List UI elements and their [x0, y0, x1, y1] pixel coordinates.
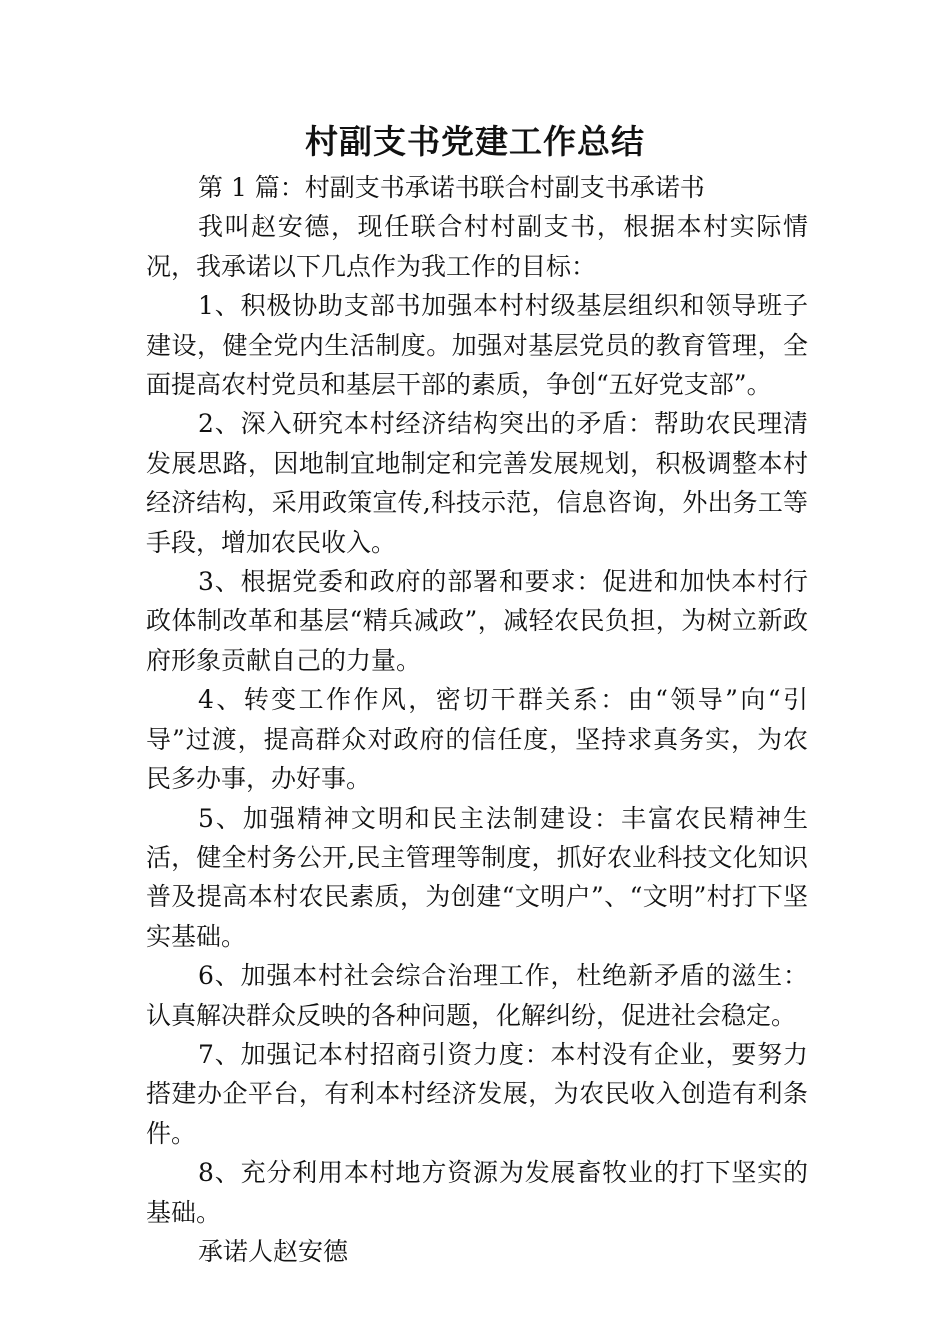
document-paragraph: 1、积极协助支部书加强本村村级基层组织和领导班子建设，健全党内生活制度。加强对基层党员的教育管理，全面提高农村党员和基层干部的素质，争创“五好党支部”。	[146, 291, 808, 400]
document-body	[146, 168, 808, 1271]
document-paragraph: 5、加强精神文明和民主法制建设：丰富农民精神生活，健全村务公开,民主管理等制度，抓好农业科技文化知识普及提高本村农民素质，为创建“文明户”、“文明”村打下坚实基础。	[146, 803, 808, 951]
document-signature: 承诺人赵安德	[198, 1236, 349, 1266]
document-paragraph: 我叫赵安德，现任联合村村副支书，根据本村实际情况，我承诺以下几点作为我工作的目标：	[146, 212, 808, 281]
document-title: 村副支书党建工作总结	[305, 122, 645, 161]
document-paragraph: 4、转变工作作风，密切干群关系：由“领导”向“引导”过渡，提高群众对政府的信任度，坚持求真务实，为农民多办事，办好事。	[146, 685, 808, 794]
document-paragraph: 第 1 篇：村副支书承诺书联合村副支书承诺书	[198, 173, 705, 202]
document-paragraph: 7、加强记本村招商引资力度：本村没有企业，要努力搭建办企平台，有利本村经济发展，为农民收入创造有利条件。	[146, 1039, 808, 1148]
document-paragraph: 8、充分利用本村地方资源为发展畜牧业的打下坚实的基础。	[146, 1158, 808, 1227]
document-paragraph: 6、加强本村社会综合治理工作，杜绝新矛盾的滋生：认真解决群众反映的各种问题，化解纠纷，促进社会稳定。	[146, 961, 808, 1030]
document-paragraph: 2、深入研究本村经济结构突出的矛盾：帮助农民理清发展思路，因地制宜地制定和完善发展规划，积极调整本村经济结构，采用政策宣传,科技示范，信息咨询，外出务工等手段，增加农民收入。	[146, 409, 808, 557]
document-paragraph: 3、根据党委和政府的部署和要求：促进和加快本村行政体制改革和基层“精兵减政”，减轻农民负担，为树立新政府形象贡献自己的力量。	[146, 567, 808, 675]
